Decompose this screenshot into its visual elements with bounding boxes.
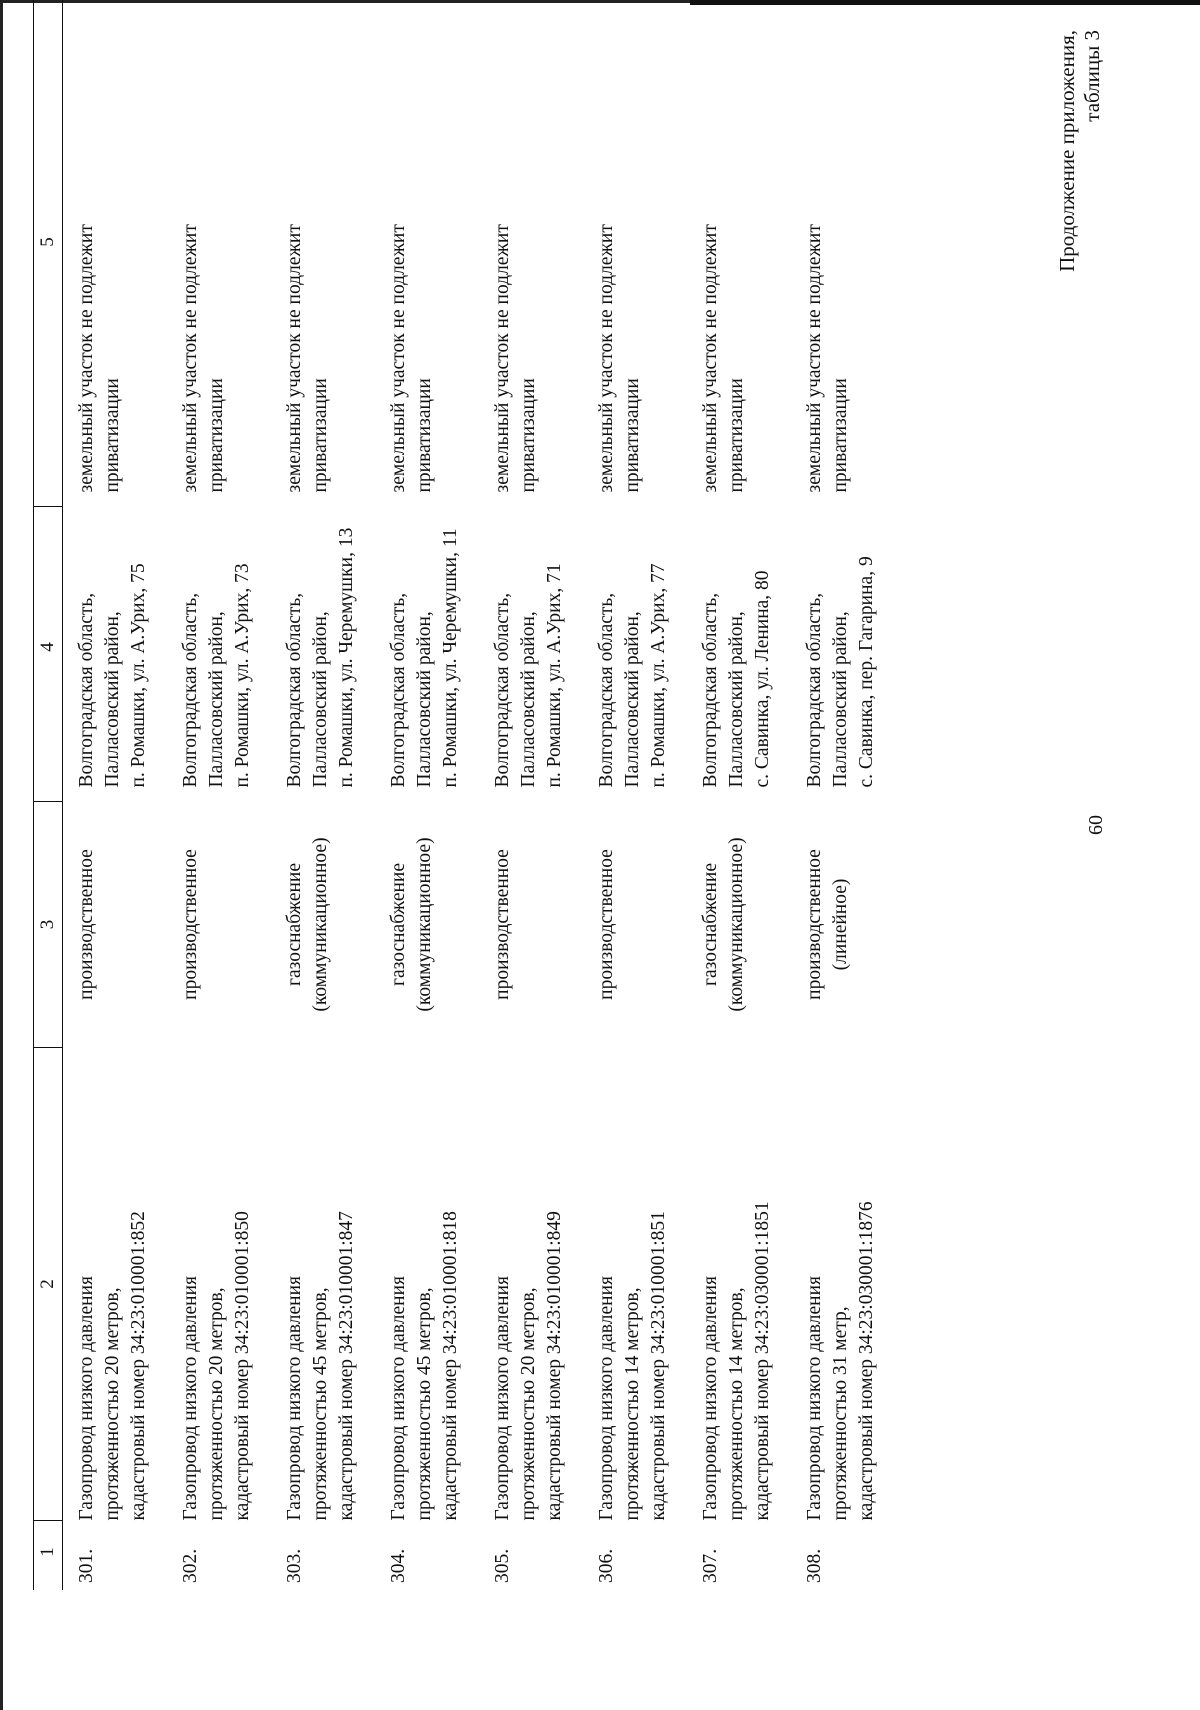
address-line: Волгоградская область,: [491, 592, 513, 788]
address-line: Волгоградская область,: [387, 592, 409, 788]
table-row: [583, 0, 687, 1590]
address-line: п. Ромашки, ул. А.Урих, 77: [647, 563, 669, 788]
object-line: протяженностью 20 метров,: [517, 1287, 539, 1521]
note-line: приватизации: [517, 378, 539, 493]
address-cell: [375, 507, 479, 802]
object-line: Газопровод низкого давления: [595, 1276, 617, 1521]
address-line: п. Ромашки, ул. Черемушки, 11: [439, 528, 461, 788]
address-cell: [167, 507, 271, 802]
object-line: кадастровый номер 34:23:010001:850: [231, 1211, 253, 1521]
purpose-cell: [479, 802, 583, 1048]
object-line: Газопровод низкого давления: [699, 1276, 721, 1521]
purpose-line: производственное: [76, 849, 97, 1000]
table-row: [167, 0, 271, 1590]
table-row: [271, 0, 375, 1590]
purpose-line: газоснабжение: [283, 862, 305, 987]
object-line: Газопровод низкого давления: [491, 1276, 513, 1521]
row-number: 304.: [387, 1548, 409, 1583]
purpose-line: газоснабжение: [387, 862, 409, 987]
object-line: протяженностью 20 метров,: [205, 1287, 227, 1521]
note-line: приватизации: [413, 378, 435, 493]
note-line: земельный участок не подлежит: [491, 224, 513, 493]
note-line: земельный участок не подлежит: [803, 224, 825, 493]
object-description: [271, 1048, 375, 1521]
purpose-cell: [271, 802, 375, 1048]
row-number: 303.: [283, 1548, 305, 1583]
address-line: Палласовский район,: [413, 611, 435, 788]
note-line: земельный участок не подлежит: [179, 224, 201, 493]
table-row: [791, 0, 895, 1590]
object-line: протяженностью 14 метров,: [621, 1287, 643, 1521]
object-line: протяженностью 14 метров,: [725, 1287, 747, 1521]
note-line: приватизации: [829, 378, 851, 493]
note-cell: [271, 0, 375, 507]
note-cell: [791, 0, 895, 507]
column-header-1: 1: [34, 1521, 63, 1591]
note-line: приватизации: [725, 378, 747, 493]
object-description: [479, 1048, 583, 1521]
note-line: земельный участок не подлежит: [595, 224, 617, 493]
object-line: Газопровод низкого давления: [179, 1276, 201, 1521]
object-line: протяженностью 31 метр,: [829, 1306, 851, 1521]
registry-table: [33, 0, 895, 1590]
object-line: кадастровый номер 34:23:010001:847: [335, 1211, 357, 1521]
object-line: протяженностью 45 метров,: [413, 1287, 435, 1521]
purpose-cell: [63, 802, 167, 1048]
object-line: Газопровод низкого давления: [387, 1276, 409, 1521]
note-line: земельный участок не подлежит: [699, 224, 721, 493]
object-line: кадастровый номер 34:23:030001:1876: [855, 1201, 877, 1521]
object-description: [375, 1048, 479, 1521]
purpose-line: производственное: [179, 849, 201, 1000]
address-line: Волгоградская область,: [76, 592, 97, 788]
object-description: [167, 1048, 271, 1521]
address-line: Волгоградская область,: [699, 592, 721, 788]
table-row: [63, 0, 167, 1590]
note-line: земельный участок не подлежит: [387, 224, 409, 493]
purpose-line: (коммуникационное): [725, 837, 747, 1012]
object-description: [791, 1048, 895, 1521]
note-line: земельный участок не подлежит: [283, 224, 305, 493]
note-line: приватизации: [621, 378, 643, 493]
address-cell: [687, 507, 791, 802]
address-line: п. Ромашки, ул. А.Урих, 73: [231, 563, 253, 788]
purpose-line: (коммуникационное): [309, 837, 331, 1012]
address-line: Волгоградская область,: [283, 592, 305, 788]
purpose-cell: [375, 802, 479, 1048]
address-line: п. Ромашки, ул. А.Урих, 71: [543, 563, 565, 788]
address-line: с. Савинка, пер. Гагарина, 9: [855, 556, 877, 788]
note-cell: [583, 0, 687, 507]
address-cell: [583, 507, 687, 802]
purpose-line: производственное: [595, 849, 617, 1000]
purpose-cell: [167, 802, 271, 1048]
table-row: [375, 0, 479, 1590]
address-cell: [479, 507, 583, 802]
table-row: [479, 0, 583, 1590]
page-number: 60: [1085, 815, 1107, 835]
address-cell: [791, 507, 895, 802]
row-number: 302.: [179, 1548, 201, 1583]
object-line: Газопровод низкого давления: [803, 1276, 825, 1521]
object-description: [583, 1048, 687, 1521]
row-number: 307.: [699, 1548, 721, 1583]
purpose-line: газоснабжение: [699, 862, 721, 987]
row-number: 308.: [803, 1548, 825, 1583]
address-line: Волгоградская область,: [179, 592, 201, 788]
column-header-5: 5: [34, 0, 63, 507]
address-line: Палласовский район,: [517, 611, 539, 788]
purpose-cell: [583, 802, 687, 1048]
object-line: протяженностью 45 метров,: [309, 1287, 331, 1521]
address-cell: [271, 507, 375, 802]
address-line: Волгоградская область,: [803, 592, 825, 788]
address-line: Палласовский район,: [309, 611, 331, 788]
purpose-cell: [687, 802, 791, 1048]
address-line: Палласовский район,: [725, 611, 747, 788]
object-description: [687, 1048, 791, 1521]
address-line: Палласовский район,: [621, 611, 643, 788]
purpose-line: производственное: [491, 849, 513, 1000]
address-line: п. Ромашки, ул. А.Урих, 75: [128, 563, 149, 788]
table-row: [687, 0, 791, 1590]
purpose-line: (коммуникационное): [413, 837, 435, 1012]
address-line: с. Савинка, ул. Ленина, 80: [751, 570, 773, 788]
note-cell: [167, 0, 271, 507]
address-line: п. Ромашки, ул. Черемушки, 13: [335, 527, 357, 788]
note-line: приватизации: [102, 378, 123, 493]
address-line: Волгоградская область,: [595, 592, 617, 788]
note-cell: [687, 0, 791, 507]
object-line: кадастровый номер 34:23:030001:1851: [751, 1201, 773, 1521]
purpose-cell: [791, 802, 895, 1048]
note-cell: [375, 0, 479, 507]
address-line: Палласовский район,: [205, 611, 227, 788]
address-line: Палласовский район,: [102, 611, 123, 788]
note-cell: [479, 0, 583, 507]
object-line: кадастровый номер 34:23:010001:851: [647, 1211, 669, 1521]
address-line: Палласовский район,: [829, 611, 851, 788]
continuation-line: таблицы 3: [1080, 30, 1104, 122]
continuation-note: [1055, 30, 1105, 390]
note-line: земельный участок не подлежит: [76, 224, 97, 493]
continuation-line: Продолжение приложения,: [1055, 30, 1079, 272]
note-line: приватизации: [205, 378, 227, 493]
object-line: кадастровый номер 34:23:010001:852: [128, 1211, 149, 1521]
object-line: Газопровод низкого давления: [76, 1276, 97, 1521]
column-header-3: 3: [34, 802, 63, 1048]
row-number: 305.: [491, 1548, 513, 1583]
purpose-line: производственное: [803, 849, 825, 1000]
note-cell: [63, 0, 167, 507]
object-line: протяженностью 20 метров,: [102, 1287, 123, 1521]
object-description: [63, 1048, 167, 1521]
object-line: Газопровод низкого давления: [283, 1276, 305, 1521]
object-line: кадастровый номер 34:23:010001:849: [543, 1211, 565, 1521]
column-header-2: 2: [34, 1048, 63, 1521]
purpose-line: (линейное): [829, 878, 851, 971]
address-cell: [63, 507, 167, 802]
table-header-row: [34, 0, 63, 1590]
row-number: 306.: [595, 1548, 617, 1583]
object-line: кадастровый номер 34:23:010001:818: [439, 1211, 461, 1521]
column-header-4: 4: [34, 507, 63, 802]
row-number: 301.: [76, 1548, 97, 1583]
note-line: приватизации: [309, 378, 331, 493]
